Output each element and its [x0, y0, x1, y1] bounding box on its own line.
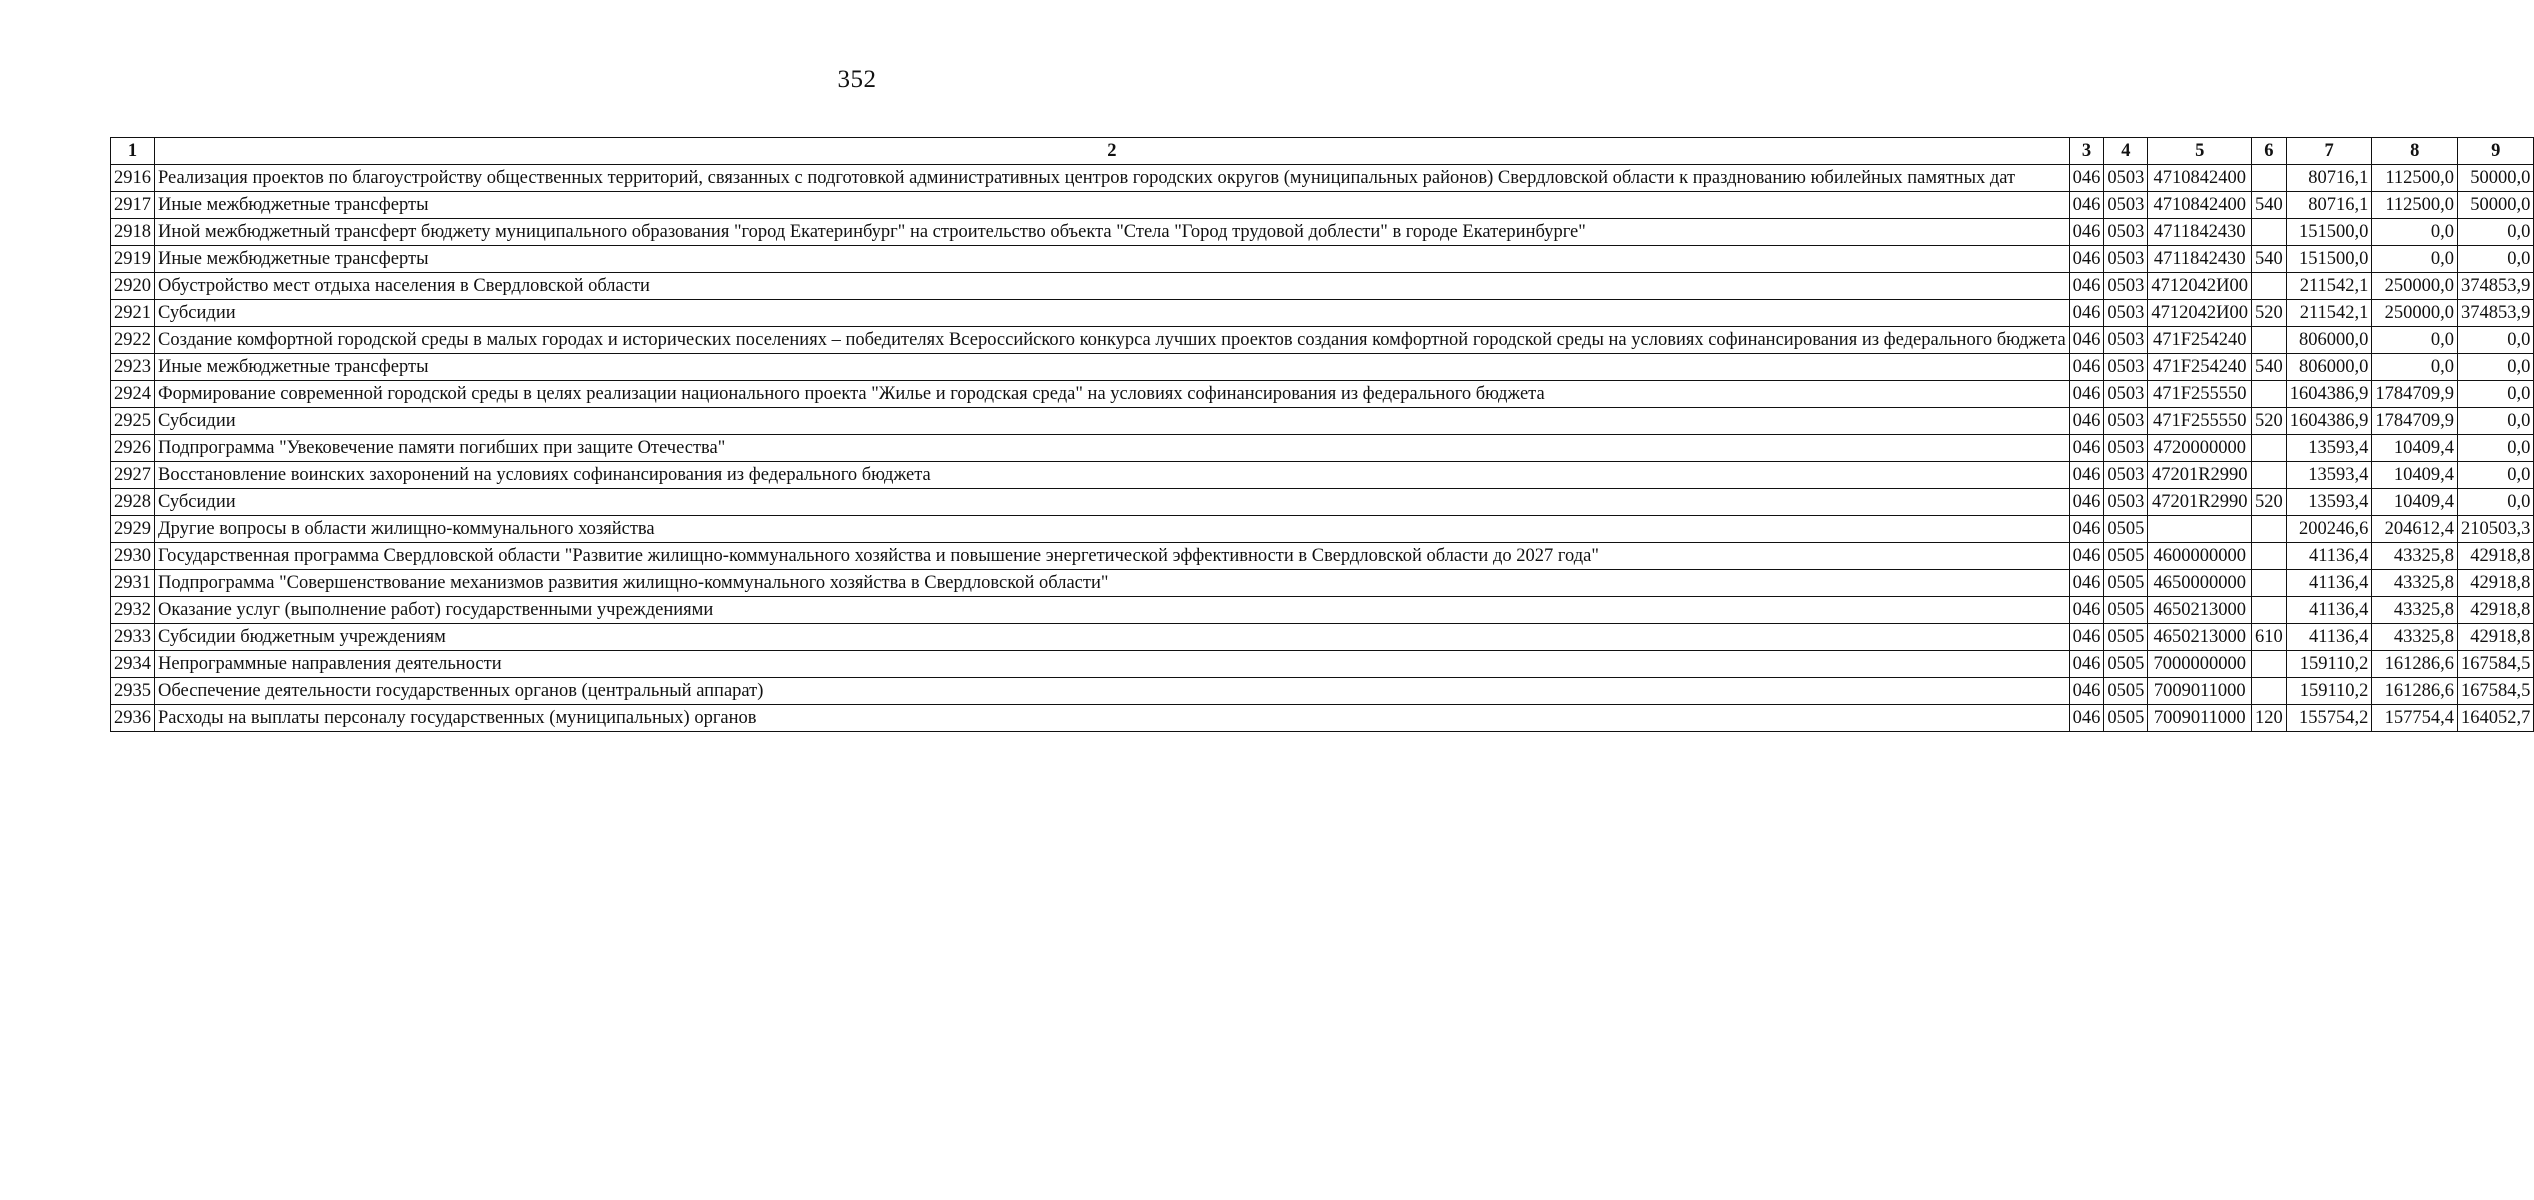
amount-col8-cell: 43325,8: [2372, 570, 2458, 597]
target-article-cell: 471F255550: [2148, 408, 2252, 435]
ministry-code-cell: 046: [2069, 381, 2104, 408]
expense-type-cell: [2252, 543, 2287, 570]
ministry-code-cell: 046: [2069, 651, 2104, 678]
amount-col9-cell: 42918,8: [2458, 624, 2534, 651]
table-row: [111, 705, 2534, 732]
row-number-cell: 2929: [111, 516, 155, 543]
item-name-cell: Создание комфортной городской среды в малых городах и исторических поселениях – победителях Всероссийского конкурса лучших проектов создания комфортной городской среды на условиях софинансирования из федерального бюджета: [155, 327, 2070, 354]
amount-col7-cell: 155754,2: [2286, 705, 2372, 732]
amount-col7-cell: 1604386,9: [2286, 408, 2372, 435]
section-code-cell: 0503: [2104, 327, 2148, 354]
table-row: [111, 327, 2534, 354]
row-number-cell: 2936: [111, 705, 155, 732]
target-article-cell: 4711842430: [2148, 246, 2252, 273]
target-article-cell: 47201R2990: [2148, 489, 2252, 516]
ministry-code-cell: 046: [2069, 192, 2104, 219]
row-number-cell: 2918: [111, 219, 155, 246]
section-code-cell: 0503: [2104, 300, 2148, 327]
expense-type-cell: [2252, 327, 2287, 354]
column-header-8: 8: [2372, 138, 2458, 165]
section-code-cell: 0505: [2104, 597, 2148, 624]
amount-col8-cell: 0,0: [2372, 246, 2458, 273]
amount-col9-cell: 0,0: [2458, 354, 2534, 381]
amount-col7-cell: 80716,1: [2286, 165, 2372, 192]
amount-col7-cell: 1604386,9: [2286, 381, 2372, 408]
ministry-code-cell: 046: [2069, 489, 2104, 516]
row-number-cell: 2931: [111, 570, 155, 597]
amount-col8-cell: 204612,4: [2372, 516, 2458, 543]
amount-col8-cell: 43325,8: [2372, 624, 2458, 651]
table-row: [111, 408, 2534, 435]
amount-col9-cell: 0,0: [2458, 381, 2534, 408]
target-article-cell: 4711842430: [2148, 219, 2252, 246]
header-row: [111, 138, 2534, 165]
table-row: [111, 273, 2534, 300]
target-article-cell: 471F254240: [2148, 327, 2252, 354]
row-number-cell: 2933: [111, 624, 155, 651]
table-row: [111, 165, 2534, 192]
table-row: [111, 300, 2534, 327]
amount-col7-cell: 13593,4: [2286, 489, 2372, 516]
column-header-3: 3: [2069, 138, 2104, 165]
amount-col8-cell: 250000,0: [2372, 273, 2458, 300]
row-number-cell: 2924: [111, 381, 155, 408]
table-row: [111, 597, 2534, 624]
amount-col7-cell: 80716,1: [2286, 192, 2372, 219]
expense-type-cell: 520: [2252, 300, 2287, 327]
expense-type-cell: [2252, 651, 2287, 678]
table-row: [111, 246, 2534, 273]
item-name-cell: Другие вопросы в области жилищно-коммунального хозяйства: [155, 516, 2070, 543]
row-number-cell: 2916: [111, 165, 155, 192]
column-header-7: 7: [2286, 138, 2372, 165]
section-code-cell: 0505: [2104, 543, 2148, 570]
item-name-cell: Иные межбюджетные трансферты: [155, 354, 2070, 381]
amount-col9-cell: 374853,9: [2458, 273, 2534, 300]
expense-type-cell: 610: [2252, 624, 2287, 651]
item-name-cell: Непрограммные направления деятельности: [155, 651, 2070, 678]
amount-col7-cell: 13593,4: [2286, 435, 2372, 462]
item-name-cell: Государственная программа Свердловской области "Развитие жилищно-коммунального хозяйства и повышение энергетической эффективности в Свердловской области до 2027 года": [155, 543, 2070, 570]
table-row: [111, 570, 2534, 597]
item-name-cell: Восстановление воинских захоронений на условиях софинансирования из федерального бюджета: [155, 462, 2070, 489]
row-number-cell: 2927: [111, 462, 155, 489]
amount-col9-cell: 0,0: [2458, 489, 2534, 516]
table-row: [111, 219, 2534, 246]
ministry-code-cell: 046: [2069, 354, 2104, 381]
row-number-cell: 2932: [111, 597, 155, 624]
target-article-cell: 4712042И00: [2148, 300, 2252, 327]
section-code-cell: 0505: [2104, 678, 2148, 705]
table-row: [111, 624, 2534, 651]
item-name-cell: Иные межбюджетные трансферты: [155, 192, 2070, 219]
row-number-cell: 2917: [111, 192, 155, 219]
amount-col8-cell: 10409,4: [2372, 435, 2458, 462]
table-row: [111, 489, 2534, 516]
item-name-cell: Обустройство мест отдыха населения в Свердловской области: [155, 273, 2070, 300]
row-number-cell: 2923: [111, 354, 155, 381]
amount-col8-cell: 1784709,9: [2372, 408, 2458, 435]
amount-col8-cell: 157754,4: [2372, 705, 2458, 732]
section-code-cell: 0505: [2104, 570, 2148, 597]
target-article-cell: [2148, 516, 2252, 543]
column-header-2: 2: [155, 138, 2070, 165]
table-row: [111, 462, 2534, 489]
ministry-code-cell: 046: [2069, 300, 2104, 327]
section-code-cell: 0503: [2104, 408, 2148, 435]
budget-table: [110, 137, 2534, 732]
amount-col7-cell: 806000,0: [2286, 327, 2372, 354]
target-article-cell: 4710842400: [2148, 192, 2252, 219]
expense-type-cell: [2252, 516, 2287, 543]
amount-col9-cell: 0,0: [2458, 246, 2534, 273]
expense-type-cell: 540: [2252, 354, 2287, 381]
amount-col8-cell: 43325,8: [2372, 597, 2458, 624]
amount-col9-cell: 167584,5: [2458, 651, 2534, 678]
amount-col7-cell: 200246,6: [2286, 516, 2372, 543]
amount-col9-cell: 210503,3: [2458, 516, 2534, 543]
amount-col9-cell: 0,0: [2458, 327, 2534, 354]
target-article-cell: 4710842400: [2148, 165, 2252, 192]
section-code-cell: 0503: [2104, 219, 2148, 246]
amount-col9-cell: 50000,0: [2458, 192, 2534, 219]
expense-type-cell: [2252, 435, 2287, 462]
ministry-code-cell: 046: [2069, 543, 2104, 570]
amount-col9-cell: 0,0: [2458, 462, 2534, 489]
amount-col8-cell: 161286,6: [2372, 651, 2458, 678]
target-article-cell: 4600000000: [2148, 543, 2252, 570]
ministry-code-cell: 046: [2069, 273, 2104, 300]
target-article-cell: 7000000000: [2148, 651, 2252, 678]
amount-col9-cell: 374853,9: [2458, 300, 2534, 327]
expense-type-cell: [2252, 462, 2287, 489]
ministry-code-cell: 046: [2069, 408, 2104, 435]
amount-col9-cell: 164052,7: [2458, 705, 2534, 732]
row-number-cell: 2930: [111, 543, 155, 570]
column-header-1: 1: [111, 138, 155, 165]
amount-col7-cell: 806000,0: [2286, 354, 2372, 381]
ministry-code-cell: 046: [2069, 327, 2104, 354]
ministry-code-cell: 046: [2069, 705, 2104, 732]
row-number-cell: 2920: [111, 273, 155, 300]
table-row: [111, 192, 2534, 219]
section-code-cell: 0505: [2104, 705, 2148, 732]
target-article-cell: 4712042И00: [2148, 273, 2252, 300]
amount-col7-cell: 159110,2: [2286, 651, 2372, 678]
target-article-cell: 471F255550: [2148, 381, 2252, 408]
expense-type-cell: [2252, 570, 2287, 597]
section-code-cell: 0503: [2104, 462, 2148, 489]
ministry-code-cell: 046: [2069, 624, 2104, 651]
amount-col8-cell: 0,0: [2372, 327, 2458, 354]
amount-col8-cell: 0,0: [2372, 354, 2458, 381]
row-number-cell: 2926: [111, 435, 155, 462]
expense-type-cell: 540: [2252, 246, 2287, 273]
amount-col7-cell: 151500,0: [2286, 246, 2372, 273]
row-number-cell: 2935: [111, 678, 155, 705]
amount-col8-cell: 10409,4: [2372, 489, 2458, 516]
expense-type-cell: 520: [2252, 489, 2287, 516]
section-code-cell: 0503: [2104, 246, 2148, 273]
item-name-cell: Подпрограмма "Совершенствование механизмов развития жилищно-коммунального хозяйства в Свердловской области": [155, 570, 2070, 597]
amount-col8-cell: 10409,4: [2372, 462, 2458, 489]
column-header-5: 5: [2148, 138, 2252, 165]
item-name-cell: Формирование современной городской среды в целях реализации национального проекта "Жилье и городская среда" на условиях софинансирования из федерального бюджета: [155, 381, 2070, 408]
target-article-cell: 47201R2990: [2148, 462, 2252, 489]
row-number-cell: 2922: [111, 327, 155, 354]
amount-col8-cell: 112500,0: [2372, 165, 2458, 192]
amount-col8-cell: 161286,6: [2372, 678, 2458, 705]
amount-col9-cell: 0,0: [2458, 435, 2534, 462]
item-name-cell: Подпрограмма "Увековечение памяти погибших при защите Отечества": [155, 435, 2070, 462]
item-name-cell: Субсидии: [155, 300, 2070, 327]
target-article-cell: 4650000000: [2148, 570, 2252, 597]
section-code-cell: 0505: [2104, 651, 2148, 678]
expense-type-cell: [2252, 597, 2287, 624]
section-code-cell: 0503: [2104, 435, 2148, 462]
target-article-cell: 7009011000: [2148, 678, 2252, 705]
target-article-cell: 7009011000: [2148, 705, 2252, 732]
expense-type-cell: [2252, 219, 2287, 246]
amount-col9-cell: 0,0: [2458, 219, 2534, 246]
amount-col7-cell: 41136,4: [2286, 570, 2372, 597]
column-header-9: 9: [2458, 138, 2534, 165]
expense-type-cell: [2252, 273, 2287, 300]
item-name-cell: Обеспечение деятельности государственных органов (центральный аппарат): [155, 678, 2070, 705]
row-number-cell: 2928: [111, 489, 155, 516]
ministry-code-cell: 046: [2069, 165, 2104, 192]
amount-col7-cell: 41136,4: [2286, 624, 2372, 651]
amount-col7-cell: 13593,4: [2286, 462, 2372, 489]
expense-type-cell: 540: [2252, 192, 2287, 219]
item-name-cell: Субсидии: [155, 489, 2070, 516]
table-row: [111, 516, 2534, 543]
item-name-cell: Реализация проектов по благоустройству общественных территорий, связанных с подготовкой административных центров городских округов (муниципальных районов) Свердловской области к празднованию юбилейных памятных дат: [155, 165, 2070, 192]
expense-type-cell: [2252, 381, 2287, 408]
ministry-code-cell: 046: [2069, 462, 2104, 489]
target-article-cell: 4650213000: [2148, 624, 2252, 651]
amount-col9-cell: 42918,8: [2458, 597, 2534, 624]
expense-type-cell: [2252, 165, 2287, 192]
table-row: [111, 381, 2534, 408]
amount-col7-cell: 41136,4: [2286, 543, 2372, 570]
amount-col8-cell: 1784709,9: [2372, 381, 2458, 408]
target-article-cell: 4720000000: [2148, 435, 2252, 462]
amount-col8-cell: 112500,0: [2372, 192, 2458, 219]
ministry-code-cell: 046: [2069, 597, 2104, 624]
section-code-cell: 0505: [2104, 516, 2148, 543]
expense-type-cell: 120: [2252, 705, 2287, 732]
item-name-cell: Расходы на выплаты персоналу государственных (муниципальных) органов: [155, 705, 2070, 732]
target-article-cell: 471F254240: [2148, 354, 2252, 381]
section-code-cell: 0503: [2104, 381, 2148, 408]
table-body: [111, 165, 2534, 732]
amount-col9-cell: 42918,8: [2458, 570, 2534, 597]
section-code-cell: 0505: [2104, 624, 2148, 651]
expense-type-cell: 520: [2252, 408, 2287, 435]
item-name-cell: Иные межбюджетные трансферты: [155, 246, 2070, 273]
item-name-cell: Субсидии бюджетным учреждениям: [155, 624, 2070, 651]
page-number: 352: [837, 66, 877, 93]
table-row: [111, 678, 2534, 705]
section-code-cell: 0503: [2104, 354, 2148, 381]
ministry-code-cell: 046: [2069, 516, 2104, 543]
section-code-cell: 0503: [2104, 192, 2148, 219]
table-row: [111, 543, 2534, 570]
amount-col7-cell: 211542,1: [2286, 300, 2372, 327]
section-code-cell: 0503: [2104, 273, 2148, 300]
ministry-code-cell: 046: [2069, 219, 2104, 246]
amount-col7-cell: 211542,1: [2286, 273, 2372, 300]
amount-col9-cell: 50000,0: [2458, 165, 2534, 192]
row-number-cell: 2921: [111, 300, 155, 327]
row-number-cell: 2919: [111, 246, 155, 273]
amount-col8-cell: 0,0: [2372, 219, 2458, 246]
amount-col9-cell: 167584,5: [2458, 678, 2534, 705]
item-name-cell: Иной межбюджетный трансферт бюджету муниципального образования "город Екатеринбург" на строительство объекта "Стела "Город трудовой доблести" в городе Екатеринбурге": [155, 219, 2070, 246]
amount-col7-cell: 159110,2: [2286, 678, 2372, 705]
section-code-cell: 0503: [2104, 489, 2148, 516]
ministry-code-cell: 046: [2069, 678, 2104, 705]
amount-col8-cell: 250000,0: [2372, 300, 2458, 327]
column-header-6: 6: [2252, 138, 2287, 165]
item-name-cell: Оказание услуг (выполнение работ) государственными учреждениями: [155, 597, 2070, 624]
table-row: [111, 651, 2534, 678]
amount-col7-cell: 41136,4: [2286, 597, 2372, 624]
amount-col7-cell: 151500,0: [2286, 219, 2372, 246]
row-number-cell: 2925: [111, 408, 155, 435]
table-row: [111, 354, 2534, 381]
expense-type-cell: [2252, 678, 2287, 705]
section-code-cell: 0503: [2104, 165, 2148, 192]
column-header-4: 4: [2104, 138, 2148, 165]
table-row: [111, 435, 2534, 462]
amount-col8-cell: 43325,8: [2372, 543, 2458, 570]
amount-col9-cell: 0,0: [2458, 408, 2534, 435]
amount-col9-cell: 42918,8: [2458, 543, 2534, 570]
row-number-cell: 2934: [111, 651, 155, 678]
ministry-code-cell: 046: [2069, 246, 2104, 273]
ministry-code-cell: 046: [2069, 570, 2104, 597]
target-article-cell: 4650213000: [2148, 597, 2252, 624]
ministry-code-cell: 046: [2069, 435, 2104, 462]
item-name-cell: Субсидии: [155, 408, 2070, 435]
